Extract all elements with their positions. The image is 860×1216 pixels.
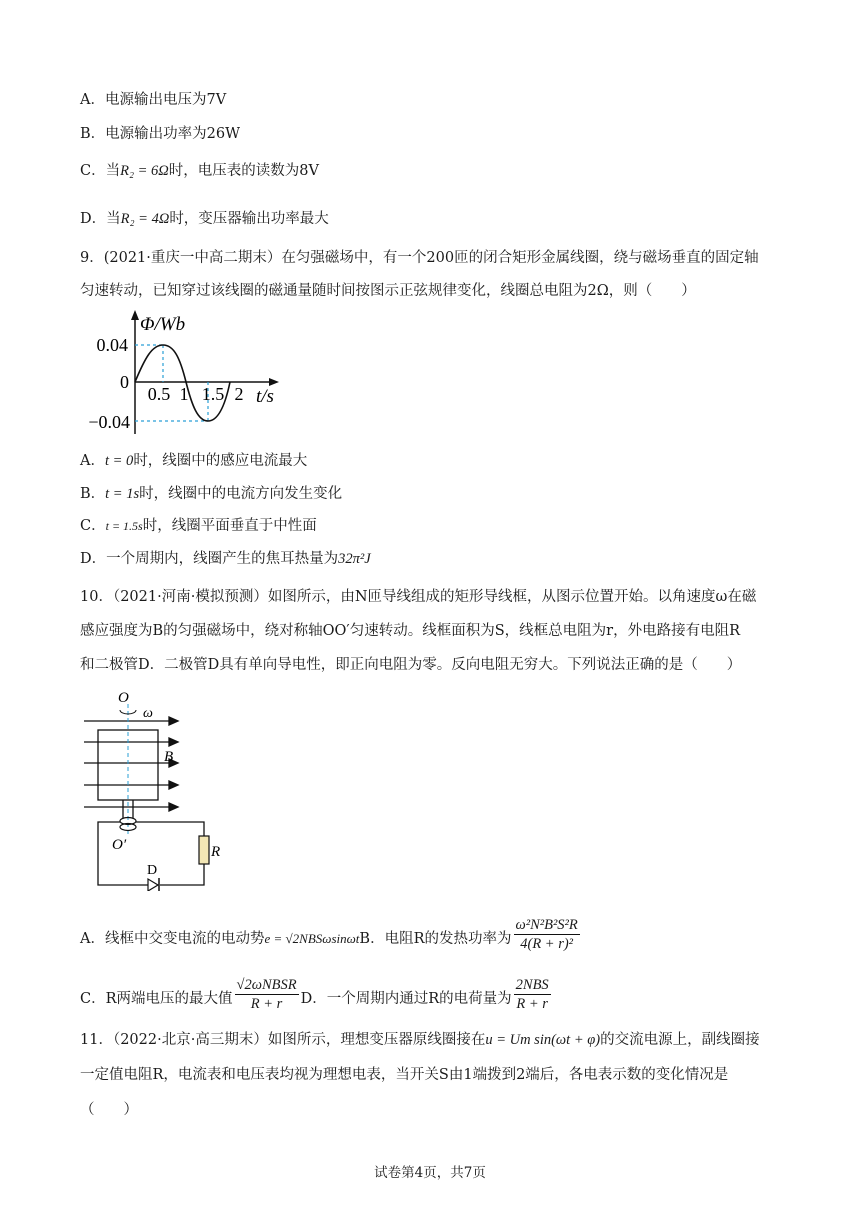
q9-option-d: D．一个周期内，线圈产生的焦耳热量为32π²J	[80, 551, 371, 567]
fraction: $\frac{\text{ω²N²B²S²R}}{\text{4(R + r)²}}$	[515, 917, 578, 952]
q10-option-c: C．R两端电压的最大值 $\frac{\text{√2ωNBSR}}{R + r}$	[80, 977, 297, 1012]
y-axis-arrow	[131, 310, 139, 320]
math-expression: e = √2NBSωsinωt	[264, 930, 360, 946]
q8-option-d: D．当R₂ = 4Ω时，变压器输出功率最大	[80, 211, 329, 227]
q10-option-d: D．一个周期内通过R的电荷量为 $\frac{\text{2NBS}}{R + r}$	[300, 977, 549, 1012]
label-o-prime: O′	[112, 837, 127, 853]
q11-stem-line-1: 11．（2022·北京·高三期末）如图所示，理想变压器原线圈接在u = Um sin(ωt + φ)的交流电源上，副线圈接	[80, 1032, 760, 1048]
x-axis-label: t/s	[256, 386, 274, 407]
q8-option-a: A．电源输出电压为7V	[80, 92, 227, 108]
q10-stem-line-2: 感应强度为B的匀强磁场中，绕对称轴OO′匀速转动。线框面积为S，线框总电阻为r，外电路接有电阻R	[80, 623, 741, 639]
q11-stem-line-3: （ ）	[80, 1102, 138, 1118]
x-tick-1: 1	[179, 384, 189, 404]
page-footer: 试卷第4页，共7页	[374, 1165, 486, 1181]
y-tick-positive: 0.04	[96, 335, 128, 355]
flux-time-graph	[80, 308, 290, 436]
y-axis-label: Φ/Wb	[140, 314, 186, 335]
q9-stem-line-2: 匀速转动，已知穿过该线圈的磁通量随时间按图示正弦规律变化，线圈总电阻为2Ω，则（ ）	[80, 283, 696, 299]
label-omega: ω	[143, 706, 153, 721]
math-expression: t = 1.5s	[105, 519, 143, 533]
fraction: $\frac{\text{2NBS}}{R + r}$	[515, 977, 549, 1012]
q10-options-ab	[80, 917, 582, 957]
x-axis-arrow	[269, 378, 279, 386]
label-o-top: O	[118, 690, 129, 706]
label-r: R	[211, 844, 221, 860]
math-expression: 32π²J	[338, 551, 371, 567]
q9-option-c: C．t = 1.5s时，线圈平面垂直于中性面	[80, 518, 317, 534]
x-tick-2: 2	[234, 384, 244, 404]
math-expression: R₂ = 6Ω	[120, 163, 169, 179]
q8-option-c: C．当R₂ = 6Ω时，电压表的读数为8V	[80, 163, 319, 179]
math-expression: R₂ = 4Ω	[120, 211, 170, 227]
x-tick-1.5: 1.5	[201, 384, 225, 404]
q8-option-b: B．电源输出功率为26W	[80, 126, 241, 142]
y-tick-zero: 0	[120, 372, 129, 392]
q9-option-a: A．t = 0时，线圈中的感应电流最大	[80, 453, 308, 469]
diode-d	[148, 879, 158, 891]
q9-option-b: B．t = 1s时，线圈中的电流方向发生变化	[80, 486, 343, 502]
q11-stem-line-2: 一定值电阻R，电流表和电压表均视为理想电表，当开关S由1端拨到2端后，各电表示数的变化情况是	[80, 1067, 729, 1083]
q10-stem-line-3: 和二极管D．二极管D具有单向导电性，即正向电阻为零。反向电阻无穷大。下列说法正确的是（ ）	[80, 657, 742, 673]
q10-option-b: B．电阻R的发热功率为 $\frac{\text{ω²N²B²S²R}}{\text{4(R + r)²}}$	[359, 917, 578, 952]
fraction: $\frac{\text{√2ωNBSR}}{R + r}$	[236, 977, 297, 1012]
label-b: B	[164, 749, 174, 765]
q10-option-a: A．线框中交变电流的电动势e = √2NBSωsinωt	[80, 930, 360, 947]
math-expression: t = 0	[104, 453, 134, 469]
flux-sine-curve	[135, 345, 230, 421]
y-tick-negative: −0.04	[88, 412, 130, 432]
resistor-r	[199, 836, 209, 864]
math-expression: t = 1s	[105, 486, 140, 502]
q10-options-cd	[80, 977, 553, 1017]
q10-stem-line-1: 10．（2021·河南·模拟预测）如图所示，由N匝导线组成的矩形导线框，从图示位置开始。以角速度ω在磁	[80, 589, 757, 605]
rotating-coil-circuit-figure	[80, 686, 230, 891]
label-d: D	[147, 863, 158, 878]
q9-stem-line-1: 9．(2021·重庆一中高二期末）在匀强磁场中，有一个200匝的闭合矩形金属线圈，绕与磁场垂直的固定轴	[80, 250, 759, 266]
x-tick-0.5: 0.5	[147, 384, 171, 404]
math-expression: u = Um sin(ωt + φ)	[485, 1032, 601, 1048]
